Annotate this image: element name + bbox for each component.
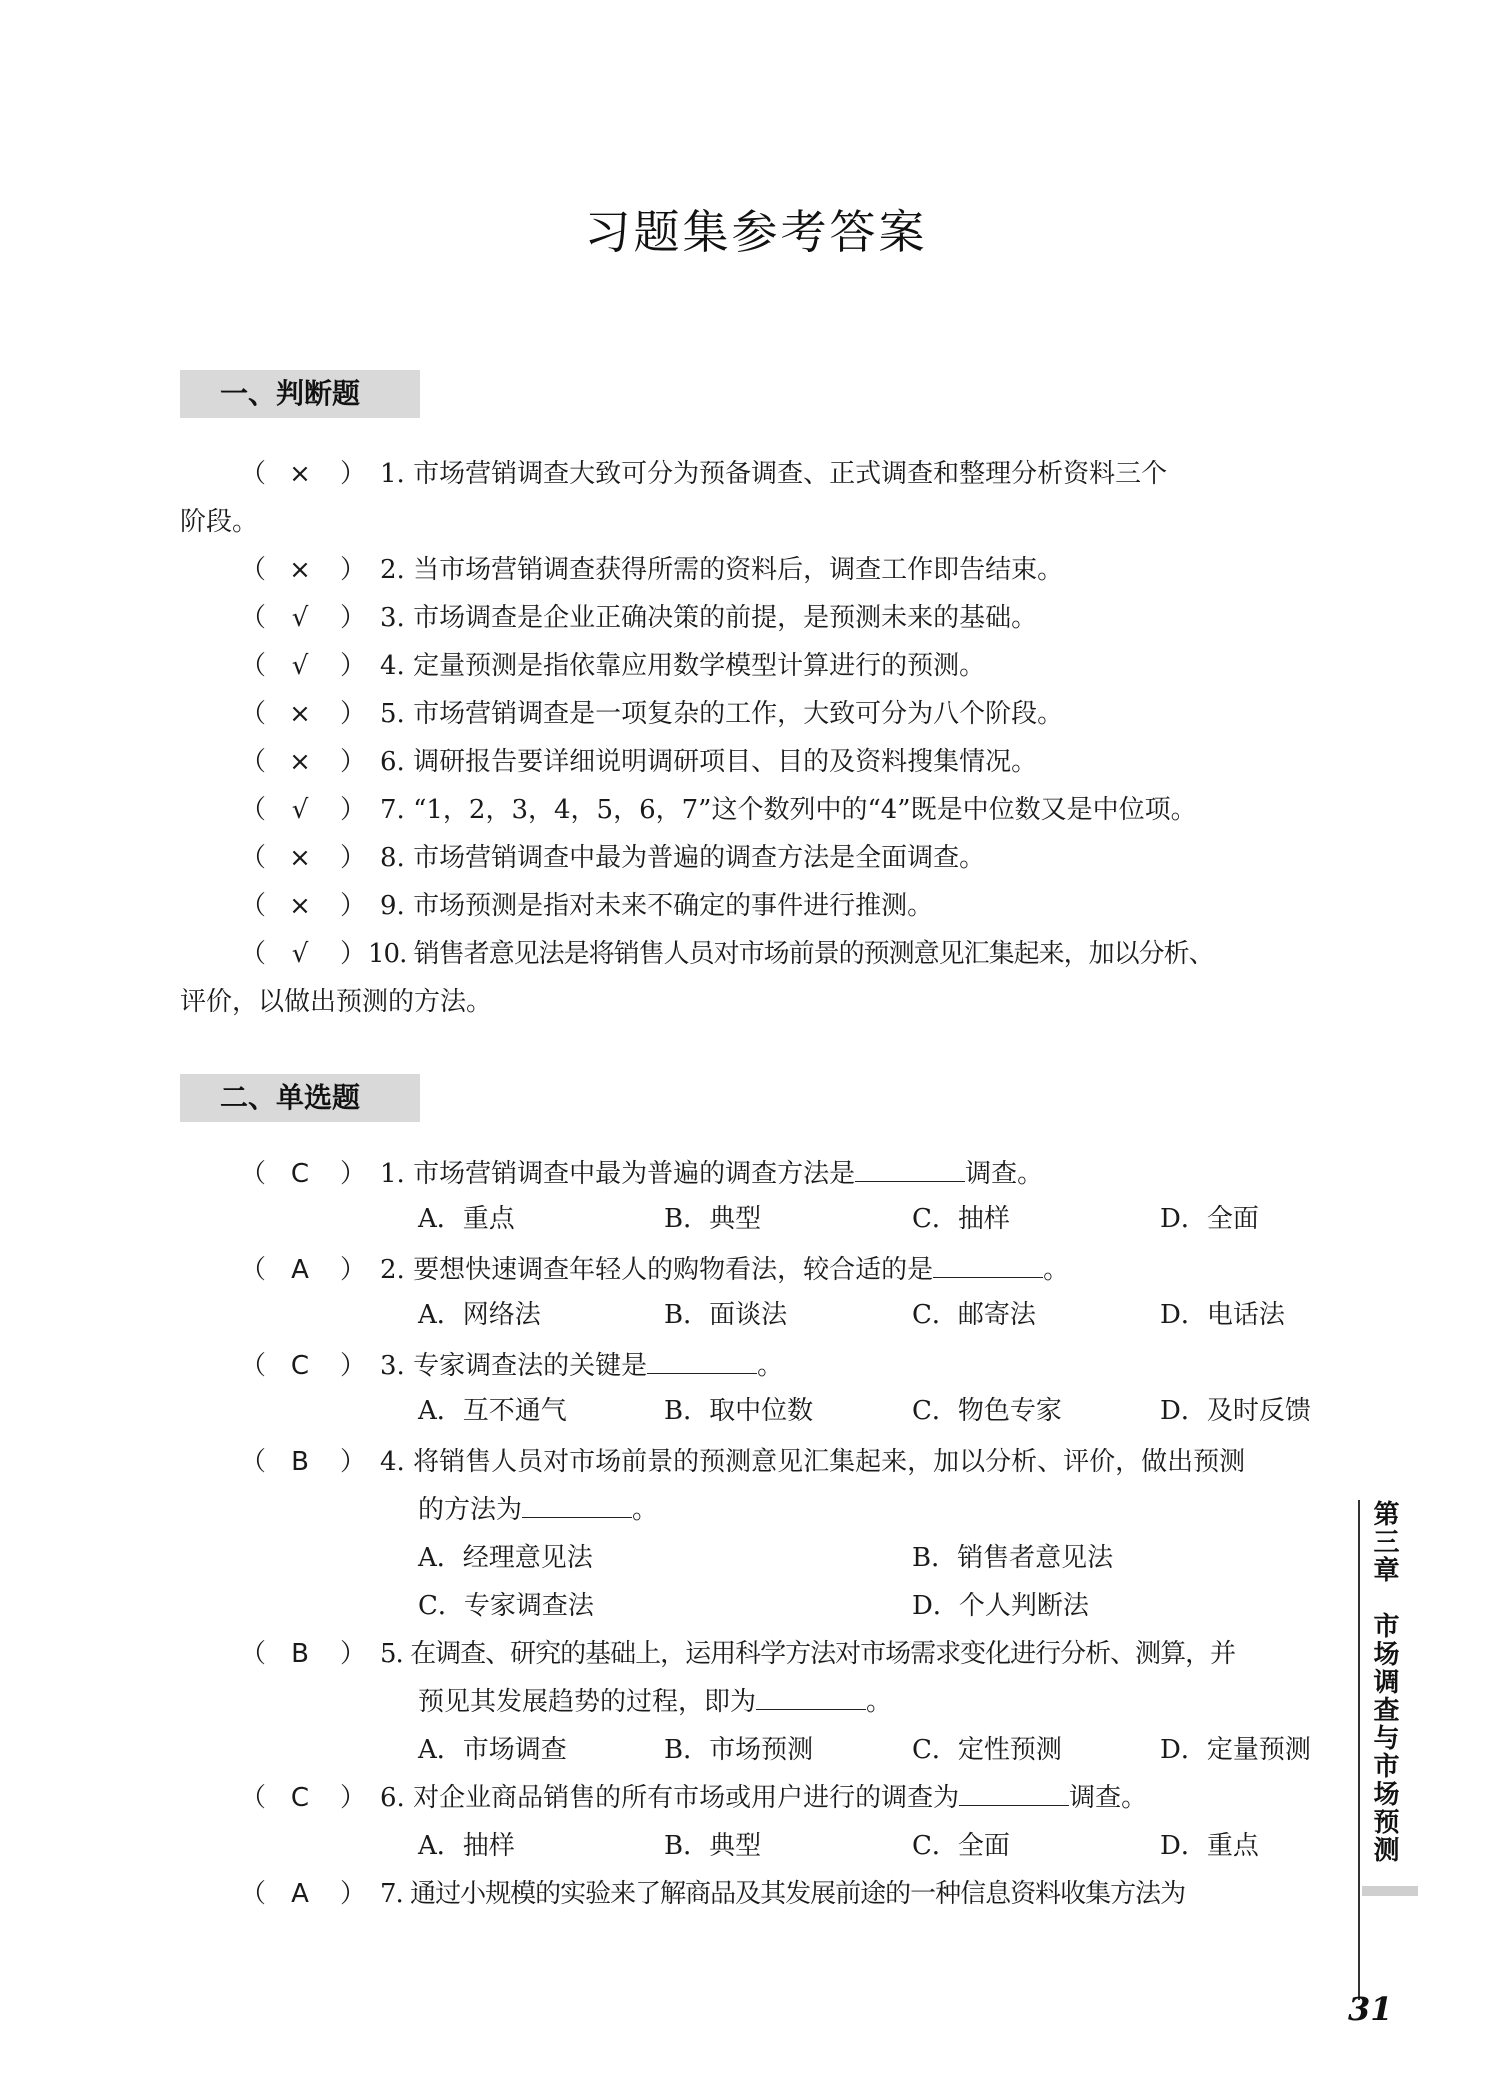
paren-right: ） [340,1639,367,1669]
answer-mark: × [289,459,311,489]
paren-right: ） [340,651,367,681]
answer-blank [756,1683,866,1710]
answer-letter: A [291,1879,309,1909]
option: B．面谈法 [664,1300,788,1330]
option: C．专家调查法 [418,1591,594,1621]
option: D．及时反馈 [1160,1396,1311,1426]
paren-left: （ [240,1255,267,1285]
question-text: 6. 调研报告要详细说明调研项目、目的及资料搜集情况。 [380,747,1038,777]
question-text: 7. 通过小规模的实验来了解商品及其发展前途的一种信息资料收集方法为 [380,1879,1186,1909]
option: D．个人判断法 [912,1591,1089,1621]
question-text: 7. “1，2，3，4，5，6，7”这个数列中的“4”既是中位数又是中位项。 [380,795,1197,825]
answer-mark: × [289,747,311,777]
paren-left: （ [240,603,267,633]
paren-right: ） [340,1879,367,1909]
question-text: 3. 市场调查是企业正确决策的前提，是预测未来的基础。 [380,603,1038,633]
answer-blank [855,1155,965,1182]
paren-left: （ [240,795,267,825]
option: B．典型 [664,1204,762,1234]
option: D．重点 [1160,1831,1259,1861]
section-heading-true-false: 一、判断题 [180,370,420,418]
paren-right: ） [340,1447,367,1477]
question-text: 3. 专家调查法的关键是 。 [380,1342,783,1390]
question-text: 2. 要想快速调查年轻人的购物看法，较合适的是 。 [380,1246,1069,1294]
option: A．网络法 [418,1300,541,1330]
question-text: 5. 市场营销调查是一项复杂的工作，大致可分为八个阶段。 [380,699,1064,729]
page-title: 习题集参考答案 [584,205,928,259]
section-heading-single-choice: 二、单选题 [180,1074,420,1122]
answer-mark: × [289,843,311,873]
paren-left: （ [240,1159,267,1189]
paren-left: （ [240,843,267,873]
answer-mark: × [289,891,311,921]
answer-mark: × [289,699,311,729]
option: B．典型 [664,1831,762,1861]
paren-right: ） [340,891,367,921]
answer-letter: C [290,1783,310,1813]
paren-right: ） [340,603,367,633]
question-text: 1. 市场营销调查中最为普遍的调查方法是 调查。 [380,1150,1043,1198]
option: A．经理意见法 [418,1543,593,1573]
paren-left: （ [240,1639,267,1669]
paren-left: （ [240,747,267,777]
question-text-continued: 的方法为 。 [418,1486,658,1534]
option: C．邮寄法 [912,1300,1036,1330]
paren-left: （ [240,1447,267,1477]
option: C．定性预测 [912,1735,1062,1765]
paren-left: （ [240,939,267,969]
question-text: 1. 市场营销调查大致可分为预备调查、正式调查和整理分析资料三个 [380,459,1168,489]
answer-blank [933,1251,1043,1278]
page-number: 31 [1348,1990,1393,2028]
paren-left: （ [240,1783,267,1813]
answer-mark: × [289,555,311,585]
answer-letter: B [291,1639,309,1669]
side-rule [1358,1500,1360,2000]
answer-letter: C [290,1351,310,1381]
answer-mark: √ [291,795,309,825]
paren-right: ） [340,1255,367,1285]
paren-left: （ [240,699,267,729]
paren-left: （ [240,555,267,585]
option: D．定量预测 [1160,1735,1311,1765]
question-text: 9. 市场预测是指对未来不确定的事件进行推测。 [380,891,934,921]
paren-left: （ [240,459,267,489]
option: C．全面 [912,1831,1010,1861]
question-text-continued: 预见其发展趋势的过程，即为 。 [418,1678,892,1726]
paren-right: ） [340,1351,367,1381]
option: A．重点 [418,1204,515,1234]
paren-right: ） [340,795,367,825]
answer-blank [522,1491,632,1518]
answer-mark: √ [291,603,309,633]
option: C．物色专家 [912,1396,1062,1426]
question-text: 4. 将销售人员对市场前景的预测意见汇集起来，加以分析、评价，做出预测 [380,1447,1246,1477]
answer-blank [959,1779,1069,1806]
question-text: 10. 销售者意见法是将销售人员对市场前景的预测意见汇集起来，加以分析、 [368,939,1214,969]
paren-right: ） [340,555,367,585]
question-text: 2. 当市场营销调查获得所需的资料后，调查工作即告结束。 [380,555,1064,585]
paren-left: （ [240,651,267,681]
paren-right: ） [340,1159,367,1189]
answer-mark: √ [291,651,309,681]
option: D．电话法 [1160,1300,1285,1330]
paren-right: ） [340,459,367,489]
question-text: 8. 市场营销调查中最为普遍的调查方法是全面调查。 [380,843,986,873]
option: A．抽样 [418,1831,515,1861]
paren-left: （ [240,1879,267,1909]
paren-right: ） [340,699,367,729]
answer-letter: C [290,1159,310,1189]
option: D．全面 [1160,1204,1259,1234]
question-text: 6. 对企业商品销售的所有市场或用户进行的调查为 调查。 [380,1774,1147,1822]
paren-left: （ [240,1351,267,1381]
paren-right: ） [340,1783,367,1813]
side-bar [1362,1886,1418,1896]
chapter-marker: 第三章 市场调查与市场预测 [1369,1500,1399,1864]
option: A．互不通气 [418,1396,567,1426]
question-text: 4. 定量预测是指依靠应用数学模型计算进行的预测。 [380,651,986,681]
option: B．销售者意见法 [912,1543,1114,1573]
question-text-continued: 阶段。 [180,507,259,537]
option: B．取中位数 [664,1396,814,1426]
paren-right: ） [340,939,367,969]
option: C．抽样 [912,1204,1010,1234]
paren-right: ） [340,747,367,777]
answer-letter: B [291,1447,309,1477]
option: A．市场调查 [418,1735,567,1765]
answer-blank [647,1347,757,1374]
question-text: 5. 在调查、研究的基础上，运用科学方法对市场需求变化进行分析、测算，并 [380,1639,1236,1669]
paren-right: ） [340,843,367,873]
question-text-continued: 评价，以做出预测的方法。 [180,987,493,1017]
answer-letter: A [291,1255,309,1285]
paren-left: （ [240,891,267,921]
answer-mark: √ [291,939,309,969]
option: B．市场预测 [664,1735,814,1765]
